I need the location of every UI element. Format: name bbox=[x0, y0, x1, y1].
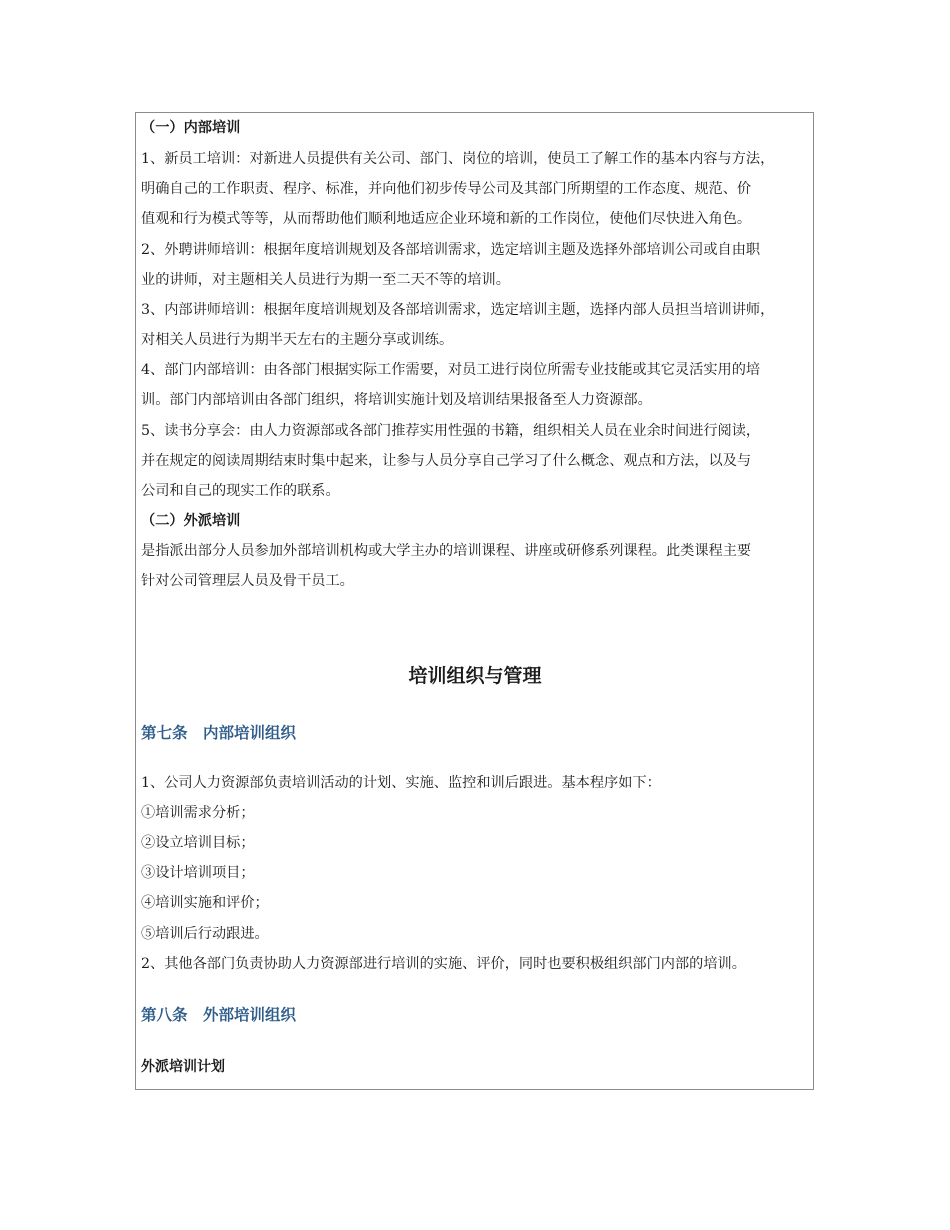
paragraph-external-training-line-1: 是指派出部分人员参加外部培训机构或大学主办的培训课程、讲座或研修系列课程。此类课程主要 bbox=[141, 543, 752, 559]
article-7-step-5: ⑤培训后行动跟进。 bbox=[141, 926, 269, 942]
paragraph-department-training-line-1: 4、部门内部培训：由各部门根据实际工作需要，对员工进行岗位所需专业技能或其它灵活实用的培 bbox=[141, 362, 761, 378]
paragraph-external-lecturer-line-2: 业的讲师，对主题相关人员进行为期一至二天不等的培训。 bbox=[141, 272, 510, 288]
article-7-step-3: ③设计培训项目； bbox=[141, 865, 255, 881]
paragraph-book-sharing-line-1: 5、读书分享会：由人力资源部或各部门推荐实用性强的书籍，组织相关人员在业余时间进行阅读， bbox=[141, 423, 761, 439]
chapter-title: 培训组织与管理 bbox=[408, 665, 542, 687]
paragraph-new-employee-line-3: 值观和行为模式等等，从而帮助他们顺利地适应企业环境和新的工作岗位，使他们尽快进入角色。 bbox=[141, 211, 752, 227]
article-7-step-1: ①培训需求分析； bbox=[141, 805, 255, 821]
paragraph-book-sharing-line-3: 公司和自己的现实工作的联系。 bbox=[141, 483, 340, 499]
paragraph-external-training-line-2: 针对公司管理层人员及骨干员工。 bbox=[141, 573, 354, 589]
section-heading-external-training: （二）外派培训 bbox=[141, 513, 241, 529]
paragraph-new-employee-line-1: 1、新员工培训：对新进人员提供有关公司、部门、岗位的培训，使员工了解工作的基本内容与方法， bbox=[141, 151, 775, 167]
article-8-subheading: 外派培训计划 bbox=[141, 1059, 225, 1075]
article-7-line-2: 2、其他各部门负责协助人力资源部进行培训的实施、评价，同时也要积极组织部门内部的培训。 bbox=[141, 956, 746, 972]
paragraph-external-lecturer-line-1: 2、外聘讲师培训：根据年度培训规划及各部培训需求，选定培训主题及选择外部培训公司或自由职 bbox=[141, 242, 761, 258]
paragraph-book-sharing-line-2: 并在规定的阅读周期结束时集中起来，让参与人员分享自己学习了什么概念、观点和方法，以及与 bbox=[141, 453, 752, 469]
article-8-heading: 第八条 外部培训组织 bbox=[141, 1006, 297, 1024]
article-7-heading: 第七条 内部培训组织 bbox=[141, 724, 297, 742]
article-7-step-2: ②设立培训目标； bbox=[141, 835, 255, 851]
article-7-step-4: ④培训实施和评价； bbox=[141, 895, 269, 911]
paragraph-internal-lecturer-line-1: 3、内部讲师培训：根据年度培训规划及各部培训需求，选定培训主题，选择内部人员担当培训讲师， bbox=[141, 302, 775, 318]
paragraph-new-employee-line-2: 明确自己的工作职责、程序、标准，并向他们初步传导公司及其部门所期望的工作态度、规范、价 bbox=[141, 181, 752, 197]
article-7-line-1: 1、公司人力资源部负责培训活动的计划、实施、监控和训后跟进。基本程序如下： bbox=[141, 775, 661, 791]
paragraph-department-training-line-2: 训。部门内部培训由各部门组织，将培训实施计划及培训结果报备至人力资源部。 bbox=[141, 392, 652, 408]
section-heading-internal-training: （一）内部培训 bbox=[141, 120, 241, 136]
document-frame bbox=[135, 112, 814, 1090]
paragraph-internal-lecturer-line-2: 对相关人员进行为期半天左右的主题分享或训练。 bbox=[141, 332, 454, 348]
